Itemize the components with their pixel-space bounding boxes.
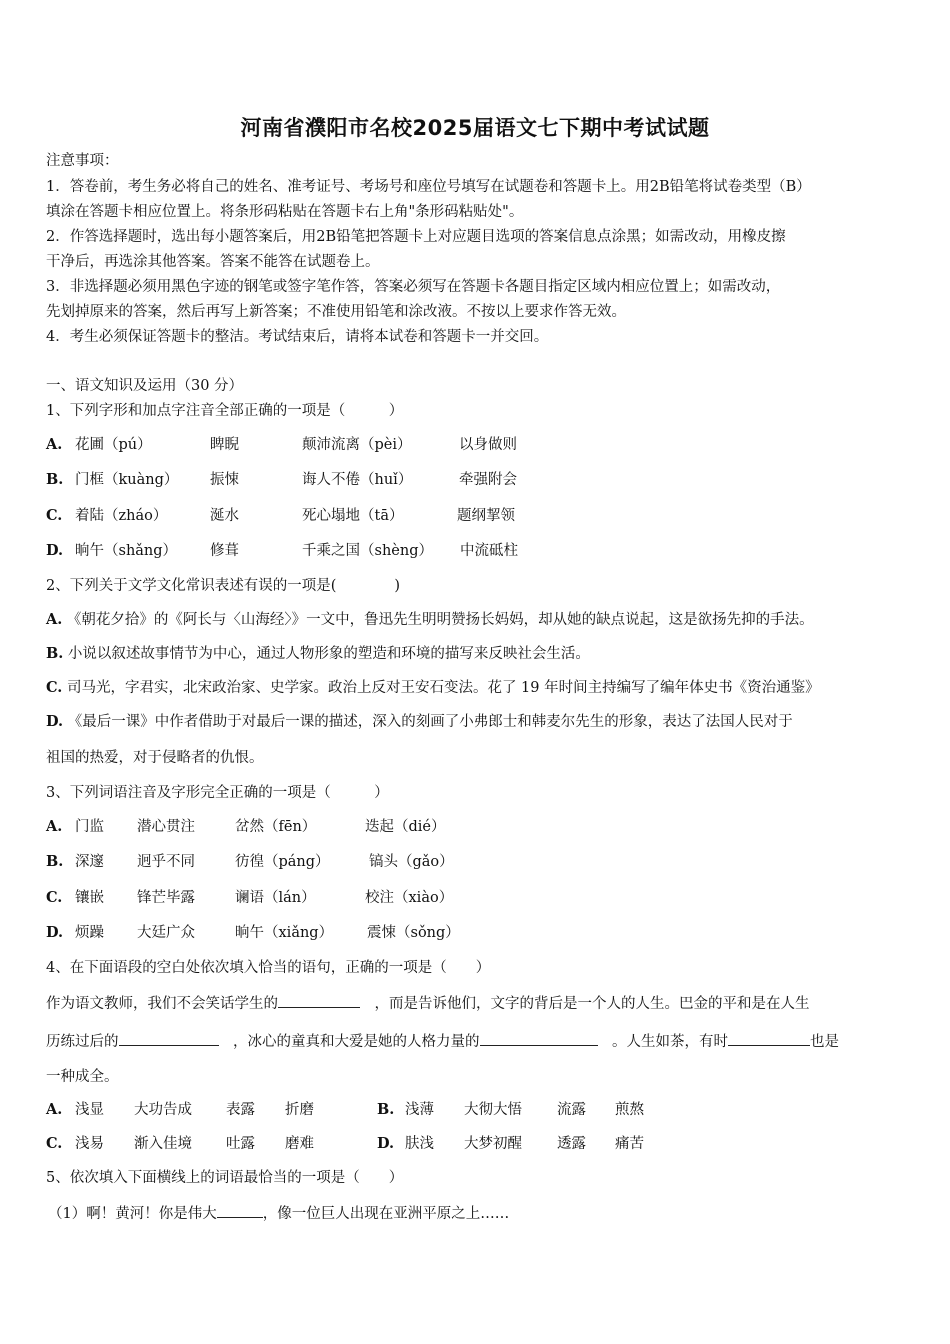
option-item: 颠沛流离（pèi） [302,437,412,453]
notice-line: 1．答卷前，考生务必将自己的姓名、准考证号、考场号和座位号填写在试题卷和答题卡上。用2B铅笔将试卷类型（B） [46,179,811,195]
option-item: 镐头（gǎo） [369,854,454,870]
page-title: 河南省濮阳市名校2025届语文七下期中考试试题 [240,116,710,140]
option-label: A. [46,818,63,835]
option-item: 煎熬 [615,1102,644,1118]
option-item: 透露 [557,1136,586,1152]
question-5-sentence-1: （1）啊！黄河！你是伟大 ，像一位巨人出现在亚洲平原之上…… [48,1203,509,1223]
option-item: 肤浅 [405,1136,434,1152]
option-item: 浅显 [75,1102,104,1118]
option-label: D. [377,1135,395,1152]
option-item: 题纲挈领 [457,508,515,524]
option-item: 折磨 [285,1102,314,1118]
option-item: 门监 [75,819,104,835]
question-5-stem: 5、依次填入下面横线上的词语最恰当的一项是（ ） [46,1170,404,1186]
option-item: 磨难 [285,1136,314,1152]
option-label: A. [46,1101,63,1118]
blank-1 [278,993,360,1008]
option-item: 大廷广众 [137,925,195,941]
option-item: 大功告成 [134,1102,192,1118]
blank-3 [480,1031,598,1046]
option-item: 大梦初醒 [464,1136,522,1152]
option-item: 以身做则 [459,437,517,453]
option-item: 锋芒毕露 [137,890,195,906]
option-label: B. [377,1101,395,1118]
option-item: 牵强附会 [459,472,517,488]
question-2-option-c: C. 司马光，字君实，北宋政治家、史学家。政治上反对王安石变法。花了 19 年时间主持编写了编年体史书《资治通鉴》 [46,679,820,696]
question-2-option-d: D. 《最后一课》中作者借助于对最后一课的描述，深入的刻画了小弗郎士和韩麦尔先生的形象，表达了法国人民对于 [46,713,793,730]
question-3-stem: 3、下列词语注音及字形完全正确的一项是（ ） [46,785,389,801]
option-label: C. [46,1135,63,1152]
option-item: 潜心贯注 [137,819,195,835]
option-item: 着陆（zháo） [75,508,168,524]
question-4-passage-line: 作为语文教师，我们不会笑话学生的 ，而是告诉他们，文字的背后是一个人的人生。巴金的平和是在人生 [46,993,810,1013]
question-2-option-b: B. 小说以叙述故事情节为中心，通过人物形象的塑造和环境的描写来反映社会生活。 [46,645,590,662]
question-2-option-a: A. 《朝花夕拾》的《阿长与〈山海经〉》一文中，鲁迅先生明明赞扬长妈妈，却从她的缺点说起，这是欲扬先抑的手法。 [46,611,814,628]
option-item: 诲人不倦（huǐ） [302,472,413,488]
option-label: D. [46,542,64,559]
option-label: C. [46,889,63,906]
question-2-stem: 2、下列关于文学文化常识表述有误的一项是( ) [46,578,401,594]
option-label: D. [46,924,64,941]
option-item: 岔然（fēn） [235,819,317,835]
question-4-passage-line: 历练过后的 ，冰心的童真和大爱是她的人格力量的 。人生如茶，有时 也是 [46,1031,839,1051]
option-label: A. [46,436,63,453]
question-4-stem: 4、在下面语段的空白处依次填入恰当的语句，正确的一项是（ ） [46,960,491,976]
option-item: 痛苦 [615,1136,644,1152]
question-1-stem: 1、下列字形和加点字注音全部正确的一项是（ ） [46,403,404,419]
option-item: 浅易 [75,1136,104,1152]
blank-4 [728,1031,810,1046]
notice-line: 2．作答选择题时，选出每小题答案后，用2B铅笔把答题卡上对应题目选项的答案信息点涂黑；如需改动，用橡皮擦 [46,229,786,245]
notice-line: 干净后，再选涂其他答案。答案不能答在试题卷上。 [46,254,380,270]
option-item: 门框（kuàng） [75,472,179,488]
section-heading: 一、语文知识及运用（30 分） [46,378,244,394]
blank-5 [217,1203,263,1218]
option-item: 吐露 [226,1136,255,1152]
option-item: 校注（xiào） [365,890,454,906]
option-item: 镶嵌 [75,890,104,906]
option-item: 睥睨 [210,437,239,453]
option-item: 大彻大悟 [464,1102,522,1118]
notice-line: 先划掉原来的答案，然后再写上新答案；不准使用铅笔和涂改液。不按以上要求作答无效。 [46,304,626,320]
option-item: 浅薄 [405,1102,434,1118]
option-item: 千乘之国（shèng） [302,543,433,559]
option-label: B. [46,471,64,488]
option-item: 涎水 [210,508,239,524]
option-item: 震悚（sǒng） [367,925,460,941]
notice-line: 3．非选择题必须用黑色字迹的钢笔或签字笔作答，答案必须写在答题卡各题目指定区域内相应位置上；如需改动， [46,279,781,295]
question-4-passage-line: 一种成全。 [46,1069,119,1085]
option-item: 晌午（shǎng） [75,543,178,559]
option-item: 深邃 [75,854,104,870]
option-item: 死心塌地（tā） [302,508,404,524]
option-item: 修葺 [210,543,239,559]
option-item: 渐入佳境 [134,1136,192,1152]
option-item: 流露 [557,1102,586,1118]
notice-heading: 注意事项： [46,153,119,169]
option-item: 迭起（dié） [365,819,446,835]
option-item: 迥乎不同 [137,854,195,870]
option-item: 谰语（lán） [235,890,316,906]
notice-line: 填涂在答题卡相应位置上。将条形码粘贴在答题卡右上角"条形码粘贴处"。 [46,204,524,220]
notice-line: 4．考生必须保证答题卡的整洁。考试结束后，请将本试卷和答题卡一并交回。 [46,329,549,345]
blank-2 [119,1031,219,1046]
option-item: 晌午（xiǎng） [235,925,334,941]
option-item: 中流砥柱 [460,543,518,559]
question-2-option-d-cont: 祖国的热爱，对于侵略者的仇恨。 [46,750,264,766]
option-item: 表露 [226,1102,255,1118]
option-label: C. [46,507,63,524]
option-item: 花圃（pú） [75,437,152,453]
option-item: 振悚 [210,472,239,488]
option-item: 烦躁 [75,925,104,941]
option-label: B. [46,853,64,870]
option-item: 彷徨（páng） [235,854,330,870]
